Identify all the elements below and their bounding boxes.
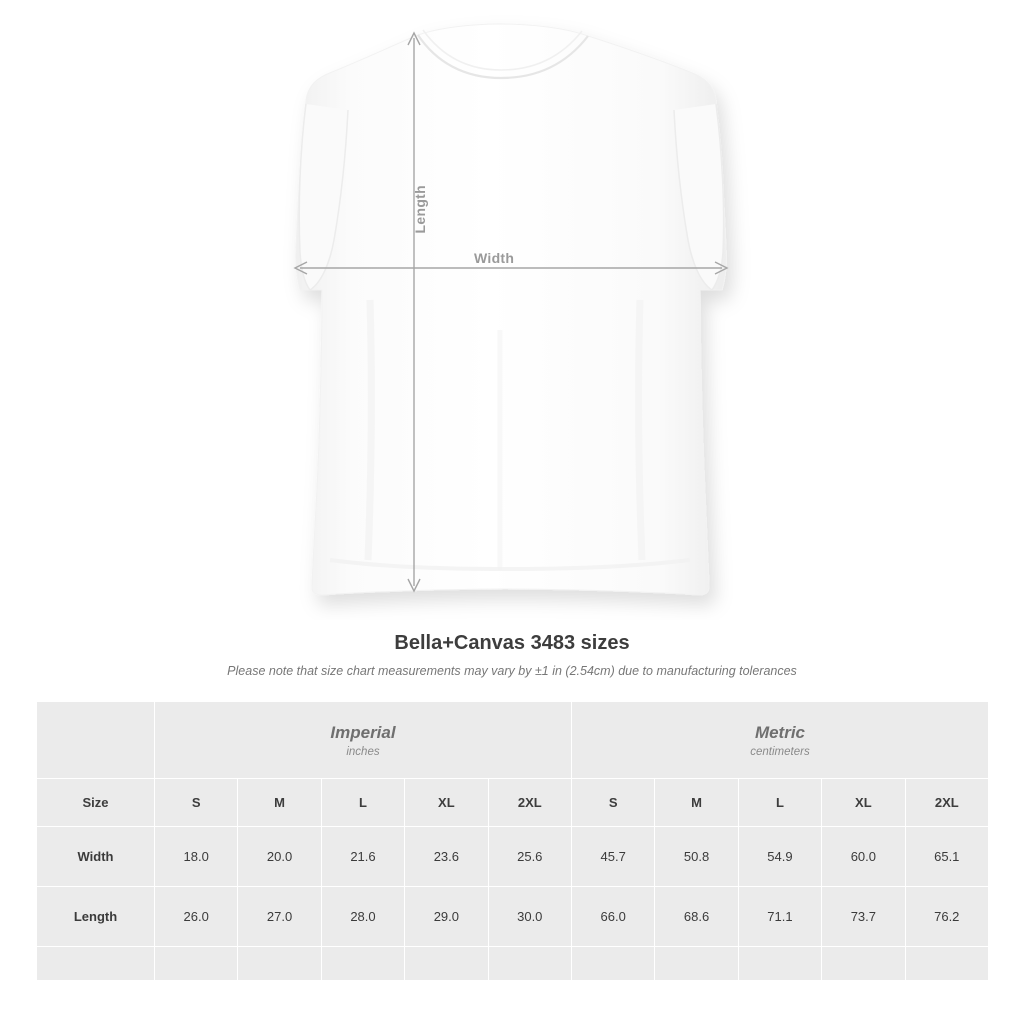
table-row <box>37 826 989 886</box>
table-cell: 76.2 <box>905 886 988 946</box>
unit-group-metric-name: Metric <box>754 722 806 742</box>
table-cell: 30.0 <box>488 886 571 946</box>
size-header-row <box>37 778 989 826</box>
unit-row-spacer <box>37 702 155 778</box>
size-chart-table <box>36 702 989 981</box>
size-column-header: XL <box>822 778 905 826</box>
size-column-header: 2XL <box>905 778 988 826</box>
size-column-header: 2XL <box>488 778 571 826</box>
size-column-header: XL <box>405 778 488 826</box>
size-header-label: Size <box>37 778 155 826</box>
table-cell: 65.1 <box>905 826 988 886</box>
table-cell: 68.6 <box>655 886 738 946</box>
table-cell: 29.0 <box>405 886 488 946</box>
table-cell: 73.7 <box>822 886 905 946</box>
table-cell: 60.0 <box>822 826 905 886</box>
table-cell: 25.6 <box>488 826 571 886</box>
table-footer-cell <box>238 946 321 980</box>
size-column-header: L <box>738 778 821 826</box>
size-chart-table-wrapper <box>36 702 988 981</box>
table-footer-cell <box>905 946 988 980</box>
size-column-header: M <box>238 778 321 826</box>
unit-group-imperial-sub: inches <box>346 745 380 758</box>
table-footer-cell <box>488 946 571 980</box>
size-column-header: S <box>155 778 238 826</box>
table-footer-cell <box>571 946 654 980</box>
size-column-header: M <box>655 778 738 826</box>
size-column-header: L <box>321 778 404 826</box>
table-footer-cell <box>321 946 404 980</box>
size-column-header: S <box>571 778 654 826</box>
table-cell: 66.0 <box>571 886 654 946</box>
unit-group-metric-sub: centimeters <box>750 745 810 758</box>
width-dimension-label: Width <box>474 250 515 266</box>
table-cell: 50.8 <box>655 826 738 886</box>
table-footer-row <box>37 946 989 980</box>
table-footer-cell <box>405 946 488 980</box>
table-cell: 54.9 <box>738 826 821 886</box>
page-title: Bella+Canvas 3483 sizes <box>394 632 630 654</box>
unit-group-row <box>37 702 989 778</box>
table-cell: 23.6 <box>405 826 488 886</box>
table-cell: 28.0 <box>321 886 404 946</box>
table-row <box>37 886 989 946</box>
table-footer-cell <box>655 946 738 980</box>
table-cell: 18.0 <box>155 826 238 886</box>
length-dimension-label: Length <box>412 185 428 234</box>
table-footer-cell <box>822 946 905 980</box>
table-cell: 71.1 <box>738 886 821 946</box>
table-cell: 20.0 <box>238 826 321 886</box>
measurement-label-width: Width <box>37 826 155 886</box>
unit-group-imperial-name: Imperial <box>330 722 396 742</box>
tolerance-note: Please note that size chart measurements may vary by ±1 in (2.54cm) due to manufacturing tolerances <box>227 664 797 678</box>
table-footer-cell <box>155 946 238 980</box>
unit-group-imperial <box>155 702 572 778</box>
table-footer-cell <box>738 946 821 980</box>
table-cell: 45.7 <box>571 826 654 886</box>
measurement-label-length: Length <box>37 886 155 946</box>
table-cell: 21.6 <box>321 826 404 886</box>
table-footer-cell <box>37 946 155 980</box>
table-cell: 27.0 <box>238 886 321 946</box>
table-cell: 26.0 <box>155 886 238 946</box>
unit-group-metric <box>571 702 988 778</box>
